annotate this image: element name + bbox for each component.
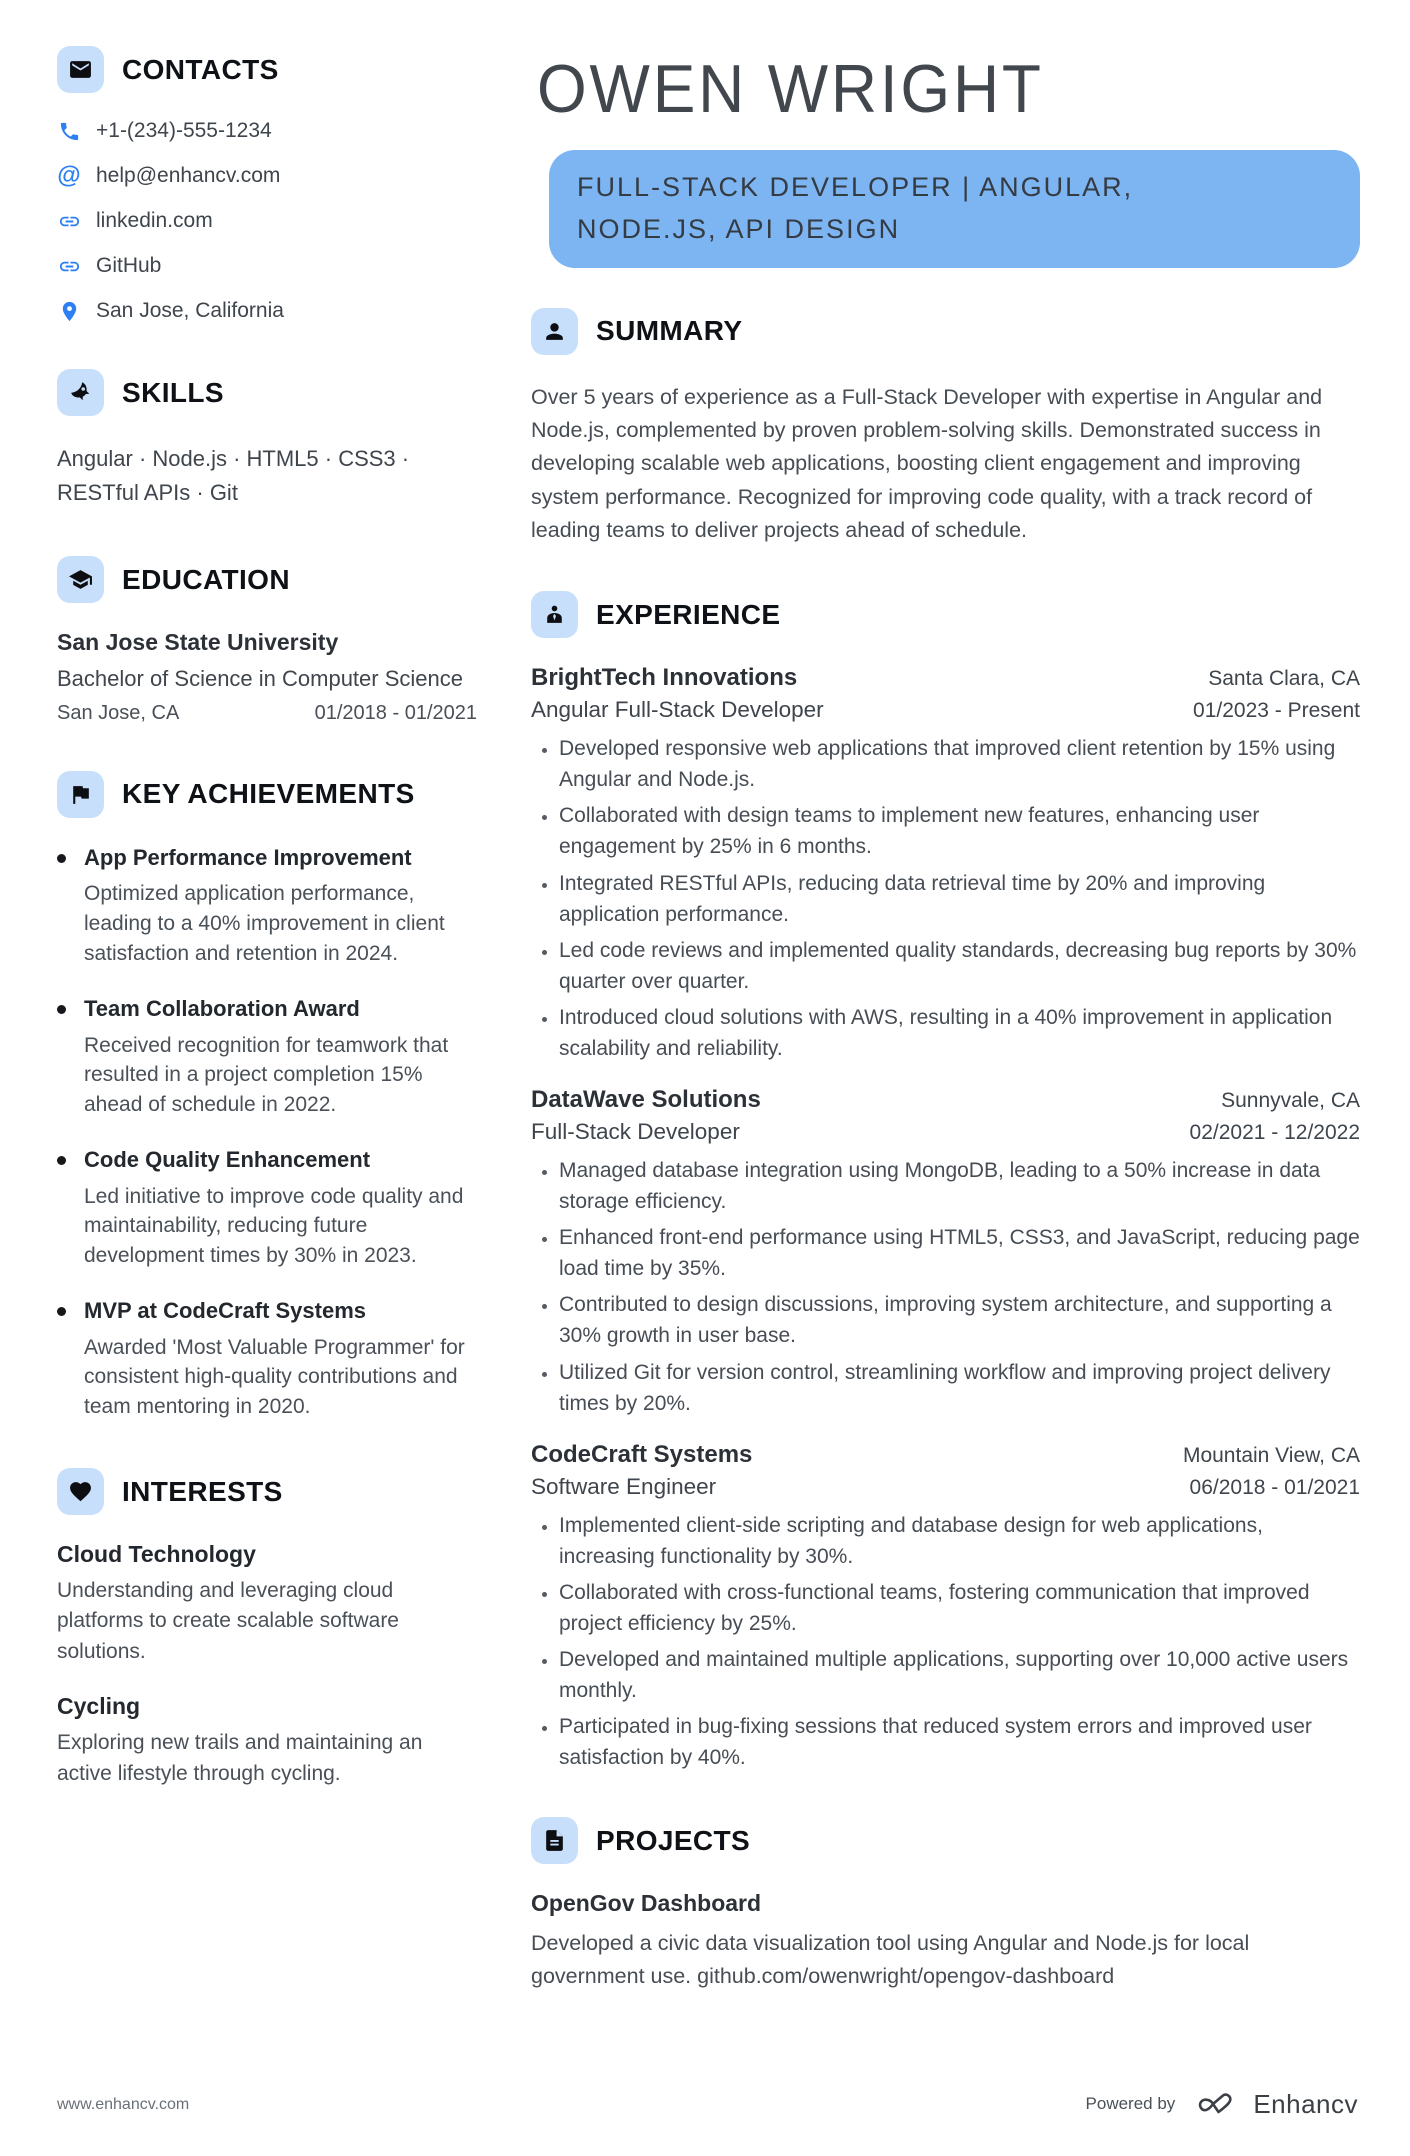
education-header bbox=[57, 556, 477, 603]
education-school: San Jose State University bbox=[57, 629, 339, 656]
job-company: BrightTech Innovations bbox=[531, 664, 798, 692]
achievement-description: Awarded 'Most Valuable Programmer' for consistent high-quality contributions and team mentoring in 2020. bbox=[84, 1335, 465, 1419]
envelope-icon bbox=[57, 46, 104, 93]
graduation-cap-icon bbox=[57, 556, 104, 603]
contacts-heading: CONTACTS bbox=[122, 53, 279, 85]
job-location: Santa Clara, CA bbox=[1208, 667, 1360, 691]
experience-entry bbox=[531, 664, 1360, 1064]
experience-heading: EXPERIENCE bbox=[596, 598, 781, 630]
footer-brand bbox=[1086, 2089, 1358, 2120]
job-bullet: • Collaborated with cross-functional teams, fostering communication that improved project efficiency by 25%. bbox=[559, 1577, 1360, 1639]
job-role: Angular Full-Stack Developer bbox=[531, 697, 824, 723]
education-location: San Jose, CA bbox=[57, 701, 180, 724]
interest-item bbox=[57, 1541, 477, 1667]
job-title-banner bbox=[549, 150, 1360, 268]
interest-item bbox=[57, 1693, 477, 1789]
skills-header bbox=[57, 369, 477, 416]
interests-section bbox=[57, 1468, 477, 1789]
achievement-title: App Performance Improvement bbox=[84, 844, 412, 870]
key-achievements-header bbox=[57, 771, 477, 818]
candidate-name: OWEN WRIGHT bbox=[537, 51, 1044, 127]
link-icon bbox=[57, 209, 81, 233]
contact-email[interactable] bbox=[57, 164, 477, 188]
education-heading: EDUCATION bbox=[122, 563, 290, 595]
achievement-item bbox=[57, 1297, 477, 1422]
projects-section bbox=[531, 1817, 1360, 1992]
contact-linkedin-text: linkedin.com bbox=[96, 209, 213, 232]
job-bullet: • Participated in bug-fixing sessions that reduced system errors and improved user satisfaction by 40%. bbox=[559, 1711, 1360, 1773]
education-section bbox=[57, 556, 477, 725]
project-title: OpenGov Dashboard bbox=[531, 1890, 762, 1917]
footer-site-link[interactable]: www.enhancv.com bbox=[57, 2095, 190, 2113]
job-dates: 02/2021 - 12/2022 bbox=[1189, 1121, 1360, 1145]
phone-icon bbox=[57, 119, 81, 143]
job-bullet: • Contributed to design discussions, improving system architecture, and supporting a 30% growth in user base. bbox=[559, 1289, 1360, 1351]
key-achievements-section bbox=[57, 771, 477, 1422]
achievement-title: Team Collaboration Award bbox=[84, 995, 360, 1021]
achievement-title: MVP at CodeCraft Systems bbox=[84, 1297, 367, 1323]
bullet-dot bbox=[57, 1156, 66, 1165]
person-icon bbox=[531, 308, 578, 355]
contacts-header bbox=[57, 46, 477, 93]
job-bullet: • Introduced cloud solutions with AWS, resulting in a 40% improvement in application scalability and reliability. bbox=[559, 1002, 1360, 1064]
job-dates: 06/2018 - 01/2021 bbox=[1189, 1475, 1360, 1499]
person-suit-icon bbox=[531, 591, 578, 638]
achievement-item bbox=[57, 844, 477, 969]
experience-entry bbox=[531, 1086, 1360, 1419]
flag-icon bbox=[57, 771, 104, 818]
job-bullet: • Utilized Git for version control, streamlining workflow and improving project delivery times by 20%. bbox=[559, 1357, 1360, 1419]
job-bullet: • Developed responsive web applications that improved client retention by 15% using Angular and Node.js. bbox=[559, 733, 1360, 795]
contact-linkedin[interactable] bbox=[57, 209, 477, 233]
contacts-section bbox=[57, 46, 477, 323]
contact-github[interactable] bbox=[57, 254, 477, 278]
main-content bbox=[531, 46, 1360, 2036]
heart-icon bbox=[57, 1468, 104, 1515]
experience-entry bbox=[531, 1441, 1360, 1774]
achievement-title: Code Quality Enhancement bbox=[84, 1146, 371, 1172]
job-company: DataWave Solutions bbox=[531, 1086, 761, 1114]
interests-header bbox=[57, 1468, 477, 1515]
contact-location bbox=[57, 299, 477, 323]
sidebar bbox=[57, 46, 477, 2036]
contact-phone-text: +1-(234)-555-1234 bbox=[96, 119, 272, 142]
link-icon bbox=[57, 254, 81, 278]
interests-heading: INTERESTS bbox=[122, 1475, 283, 1507]
summary-section bbox=[531, 308, 1360, 548]
at-icon: @ bbox=[57, 162, 81, 189]
interest-title: Cycling bbox=[57, 1693, 141, 1720]
job-bullet: • Enhanced front-end performance using HTML5, CSS3, and JavaScript, reducing page load time by 35%. bbox=[559, 1222, 1360, 1284]
summary-heading: SUMMARY bbox=[596, 315, 743, 347]
brand-wordmark: Enhancv bbox=[1253, 2088, 1358, 2119]
project-description: Developed a civic data visualization tool using Angular and Node.js for local government use. github.com/owenwright/opengov-dashboard bbox=[531, 1931, 1250, 1988]
contact-list bbox=[57, 119, 477, 323]
contact-github-text: GitHub bbox=[96, 254, 162, 277]
location-pin-icon bbox=[57, 299, 81, 323]
skills-list: Angular · Node.js · HTML5 · CSS3 · RESTful APIs · Git bbox=[57, 446, 410, 506]
bullet-dot bbox=[57, 854, 66, 863]
contact-phone[interactable] bbox=[57, 119, 477, 143]
achievement-item bbox=[57, 1146, 477, 1271]
job-bullet-list bbox=[531, 1510, 1360, 1774]
job-title-line: NODE.JS, API DESIGN bbox=[577, 213, 901, 244]
job-bullet-list bbox=[531, 733, 1360, 1064]
contact-location-text: San Jose, California bbox=[96, 299, 284, 322]
projects-header bbox=[531, 1817, 1360, 1864]
job-title-line: FULL-STACK DEVELOPER | ANGULAR, bbox=[577, 172, 1134, 202]
job-bullet: • Implemented client-side scripting and database design for web applications, increasing functionality by 30%. bbox=[559, 1510, 1360, 1572]
achievement-description: Optimized application performance, leading to a 40% improvement in client satisfaction and retention in 2024. bbox=[84, 882, 445, 966]
contact-email-text: help@enhancv.com bbox=[96, 164, 281, 187]
skills-section bbox=[57, 369, 477, 510]
job-bullet: • Integrated RESTful APIs, reducing data retrieval time by 20% and improving application performance. bbox=[559, 868, 1360, 930]
key-achievements-heading: KEY ACHIEVEMENTS bbox=[122, 778, 415, 810]
interest-description: Exploring new trails and maintaining an active lifestyle through cycling. bbox=[57, 1731, 423, 1785]
education-degree: Bachelor of Science in Computer Science bbox=[57, 666, 463, 692]
experience-header bbox=[531, 591, 1360, 638]
achievement-description: Led initiative to improve code quality and maintainability, reducing future development times by 30% in 2023. bbox=[84, 1184, 464, 1268]
document-icon bbox=[531, 1817, 578, 1864]
job-location: Mountain View, CA bbox=[1182, 1443, 1360, 1467]
rocket-icon bbox=[57, 369, 104, 416]
skills-heading: SKILLS bbox=[122, 376, 224, 408]
achievement-item bbox=[57, 995, 477, 1120]
job-bullet: • Led code reviews and implemented quality standards, decreasing bug reports by 30% quarter over quarter. bbox=[559, 935, 1360, 997]
job-bullet: • Developed and maintained multiple applications, supporting over 10,000 active users monthly. bbox=[559, 1644, 1360, 1706]
interest-description: Understanding and leveraging cloud platforms to create scalable software solutions. bbox=[57, 1579, 399, 1663]
projects-heading: PROJECTS bbox=[596, 1824, 751, 1856]
interest-title: Cloud Technology bbox=[57, 1541, 256, 1567]
experience-section bbox=[531, 591, 1360, 1773]
powered-by-label: Powered by bbox=[1085, 2094, 1176, 2114]
summary-text: Over 5 years of experience as a Full-Stack Developer with expertise in Angular and Node.js, complemented by proven problem-solving skills. Demonstrated success in developing scalable web applications, boosting client engagement and improving system performance. Recognized for improving code quality, with a track record of leading teams to deliver projects ahead of schedule. bbox=[531, 384, 1323, 542]
enhancv-logo-icon bbox=[1191, 2090, 1237, 2118]
job-role: Full-Stack Developer bbox=[531, 1119, 740, 1145]
job-company: CodeCraft Systems bbox=[531, 1440, 753, 1468]
education-meta bbox=[57, 702, 477, 725]
job-bullet: • Managed database integration using MongoDB, leading to a 50% increase in data storage efficiency. bbox=[559, 1155, 1360, 1217]
achievement-description: Received recognition for teamwork that resulted in a project completion 15% ahead of schedule in 2022. bbox=[84, 1033, 449, 1117]
summary-header bbox=[531, 308, 1360, 355]
bullet-dot bbox=[57, 1005, 66, 1014]
job-location: Sunnyvale, CA bbox=[1221, 1089, 1360, 1113]
job-role: Software Engineer bbox=[531, 1473, 717, 1499]
job-bullet: • Collaborated with design teams to implement new features, enhancing user engagement by 25% in 6 months. bbox=[559, 800, 1360, 862]
project-item bbox=[531, 1890, 1360, 1992]
bullet-dot bbox=[57, 1307, 66, 1316]
job-bullet-list bbox=[531, 1155, 1360, 1419]
education-dates: 01/2018 - 01/2021 bbox=[314, 701, 477, 724]
job-dates: 01/2023 - Present bbox=[1193, 699, 1360, 723]
